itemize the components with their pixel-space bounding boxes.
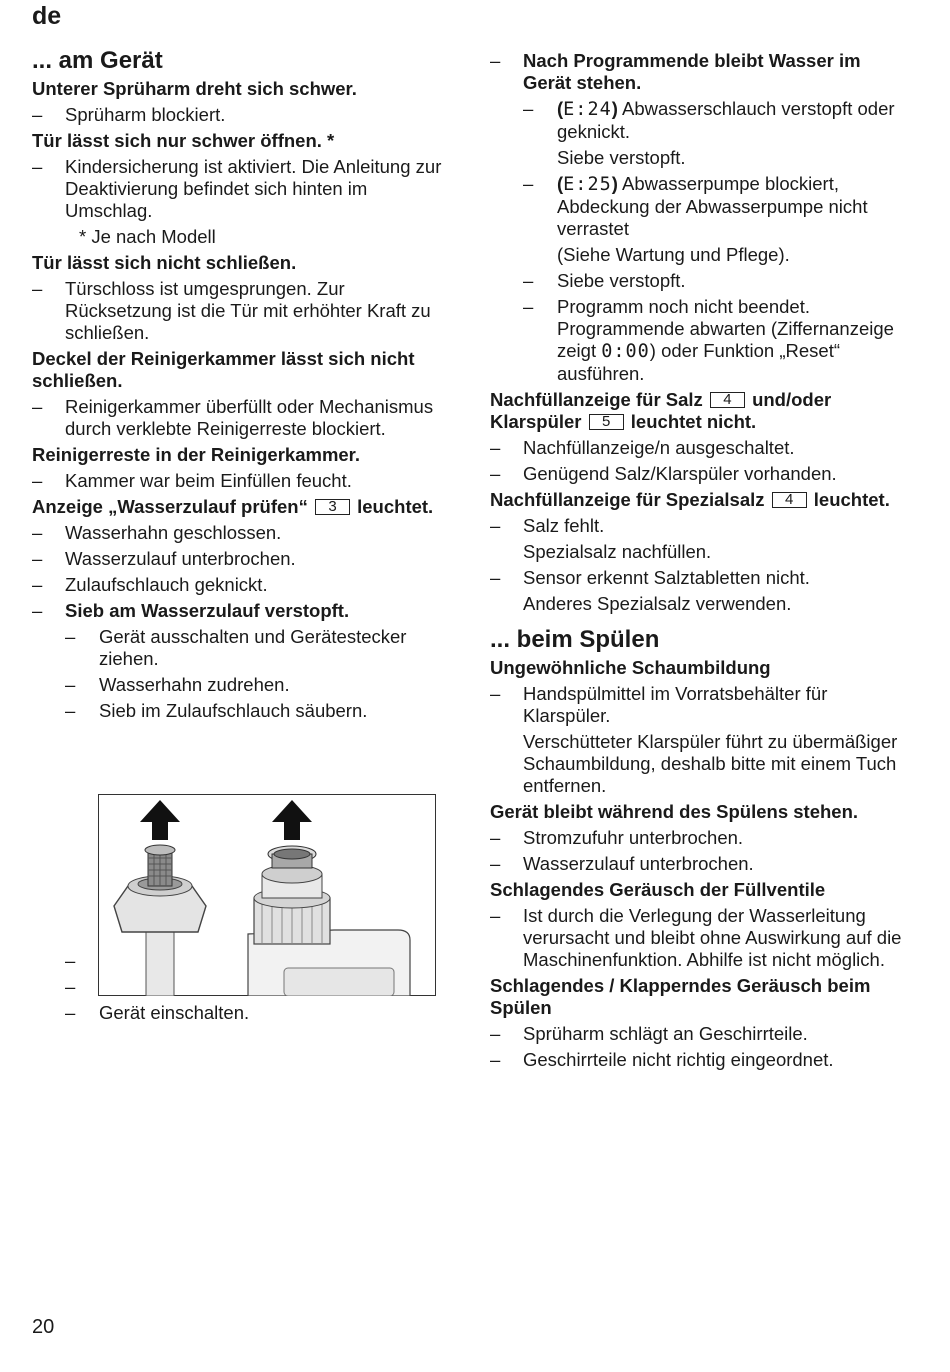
heading-geraet-bleibt-stehen: Gerät bleibt während des Spülens stehen. [490, 801, 859, 822]
list-item: – Nach Programmende bleibt Wasser im Gerät stehen. [490, 50, 861, 93]
continuation: Anderes Spezialsalz verwenden. [523, 593, 792, 614]
list-item: – Salz fehlt. [490, 515, 605, 536]
sub-list-item: – Programm noch nicht beendet. Programmende abwarten (Ziffernanzeige zeigt 0:00) oder Funktion „Reset“ ausführen. [523, 296, 894, 384]
sub-list-item: – Gerät ausschalten und Gerätestecker ziehen. [65, 626, 407, 669]
heading-deckel: Deckel der Reinigerkammer lässt sich nicht schließen. [32, 348, 415, 391]
heading-klappern: Schlagendes / Klapperndes Geräusch beim Spülen [490, 975, 871, 1018]
right-column [490, 50, 910, 1071]
list-item: – Sprüharm blockiert. [32, 104, 226, 125]
indicator-number-box: 4 [710, 392, 745, 408]
list-item: – Wasserhahn geschlossen. [32, 522, 282, 543]
list-item: – Nachfüllanzeige/n ausgeschaltet. [490, 437, 795, 458]
sub-list-item: – [65, 950, 76, 971]
heading-fuellventile: Schlagendes Geräusch der Füllventile [490, 879, 826, 900]
sub-list-item: – (E:25) Abwasserpumpe blockiert, Abdeckung der Abwasserpumpe nicht verrastet [523, 173, 868, 239]
list-item: – Türschloss ist umgesprungen. Zur Rücksetzung ist die Tür mit erhöhter Kraft zu schließen. [32, 278, 431, 343]
list-item: – Zulaufschlauch geknickt. [32, 574, 268, 595]
indicator-number-box: 3 [315, 499, 350, 515]
heading-tuer-schliessen: Tür lässt sich nicht schließen. [32, 252, 297, 273]
continuation: Spezialsalz nachfüllen. [523, 541, 712, 562]
section-title-beim-spuelen: ... beim Spülen [490, 626, 660, 653]
continuation: Verschütteter Klarspüler führt zu übermäßiger Schaumbildung, deshalb bitte mit einem Tuch entfernen. [523, 731, 898, 796]
list-item: – Reinigerkammer überfüllt oder Mechanismus durch verklebte Reinigerreste blockiert. [32, 396, 434, 439]
sub-list-item: – Sieb im Zulaufschlauch säubern. [65, 700, 368, 721]
digit-display: 0:00 [601, 341, 650, 362]
sub-list-item: – [65, 976, 76, 997]
heading-spezialsalz: Nachfüllanzeige für Spezialsalz 4 leuchtet. [490, 489, 890, 510]
list-item: – Genügend Salz/Klarspüler vorhanden. [490, 463, 837, 484]
heading-reinigerreste: Reinigerreste in der Reinigerkammer. [32, 444, 360, 465]
list-item: – Sensor erkennt Salztabletten nicht. [490, 567, 810, 588]
heading-schaumbildung: Ungewöhnliche Schaumbildung [490, 657, 771, 678]
continuation: Siebe verstopft. [557, 147, 686, 168]
continuation: (Siehe Wartung und Pflege). [557, 244, 790, 265]
heading-wasserzulauf: Anzeige „Wasserzulauf prüfen“ 3 leuchtet. [32, 496, 434, 517]
sub-list-item: – Wasserhahn zudrehen. [65, 674, 290, 695]
heading-spruharm: Unterer Sprüharm dreht sich schwer. [32, 78, 357, 99]
error-code: E:24 [563, 99, 612, 120]
list-item: – Handspülmittel im Vorratsbehälter für Klarspüler. [490, 683, 828, 726]
heading-nachfuellanzeige: Nachfüllanzeige für Salz 4 und/oder Klarspüler 5 leuchtet nicht. [490, 389, 832, 432]
list-item: – Kammer war beim Einfüllen feucht. [32, 470, 352, 491]
error-code: E:25 [563, 174, 612, 195]
list-item: – Ist durch die Verlegung der Wasserleitung verursacht und bleibt ohne Auswirkung auf die Maschinenfunktion. Abhilfe ist nicht möglich. [490, 905, 902, 970]
heading-tuer-oeffnen: Tür lässt sich nur schwer öffnen. * [32, 130, 335, 151]
list-item: – Kindersicherung ist aktiviert. Die Anleitung zur Deaktivierung befindet sich hinten im Umschlag. [32, 156, 442, 221]
filter-illustration [98, 794, 436, 996]
list-item: – Stromzufuhr unterbrochen. [490, 827, 744, 848]
list-item: – Sieb am Wasserzulauf verstopft. [32, 600, 350, 621]
list-item: – Wasserzulauf unterbrochen. [32, 548, 296, 569]
list-item: – Sprüharm schlägt an Geschirrteile. [490, 1023, 808, 1044]
list-item: – Geschirrteile nicht richtig eingeordnet. [490, 1049, 834, 1070]
list-item: – Wasserzulauf unterbrochen. [490, 853, 754, 874]
indicator-number-box: 5 [589, 414, 624, 430]
indicator-number-box: 4 [772, 492, 807, 508]
model-note: * Je nach Modell [79, 226, 216, 247]
page-number: 20 [32, 1316, 55, 1338]
sub-list-item: – Gerät einschalten. [65, 1002, 250, 1023]
sub-list-item: – (E:24) Abwasserschlauch verstopft oder geknickt. [523, 98, 895, 142]
section-title-am-geraet: ... am Gerät [32, 47, 163, 74]
language-code: de [32, 2, 62, 30]
sub-list-item: – Siebe verstopft. [523, 270, 686, 291]
